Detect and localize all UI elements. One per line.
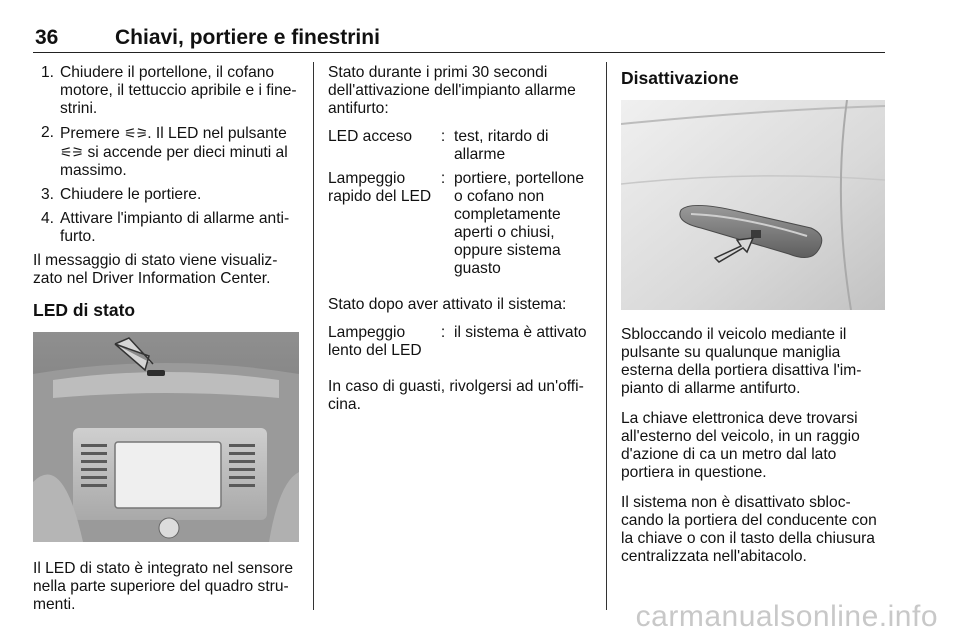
status-table-2 [328, 324, 594, 366]
page-header [33, 22, 885, 53]
led-caption: Il LED di stato è integrato nel sensore nella parte superiore del quadro strumenti. [33, 560, 294, 613]
dashboard-illustration [33, 332, 299, 542]
column-divider [313, 62, 314, 610]
list-item: 2. Premere ⚟⚞. Il LED nel pulsante ⚟⚞ si accende per dieci minuti al massimo. [41, 124, 288, 179]
status-intro-1: Stato durante i primi 30 secondi dell'attivazione dell'impianto allarme antifurto: [328, 64, 576, 117]
column-1 [33, 64, 299, 626]
list-item: 4. Attivare l'impianto di allarme antifurto. [41, 210, 290, 245]
alarm-button-icon: ⚟⚞ [60, 144, 84, 160]
list-item: 1. Chiudere il portellone, il cofano motore, il tettuccio apribile e i finestrini. [41, 64, 297, 117]
table-row: Lampeggio lento del LED : il sistema è attivato [328, 324, 587, 359]
table-row: LED acceso : test, ritardo di allarme [328, 128, 549, 163]
deactivation-text-2: La chiave elettronica deve trovarsi all'esterno del veicolo, in un raggio d'azione di ca un metro dal lato portiera in questione. [621, 410, 860, 481]
list-item: 3. Chiudere le portiere. [41, 186, 202, 203]
fault-text: In caso di guasti, rivolgersi ad un'officina. [328, 378, 584, 413]
chapter-title: Chiavi, portiere e finestrini [115, 26, 380, 49]
alarm-button-icon: ⚟⚞ [124, 125, 148, 141]
deactivation-text-1: Sbloccando il veicolo mediante il pulsante su qualunque maniglia esterna della portiera disattiva l'impianto di allarme antifurto. [621, 326, 862, 397]
deactivation-text-3: Il sistema non è disattivato sbloccando la portiera del conducente con la chiave o con il tasto della chiusura centralizzata nell'abitacolo. [621, 494, 877, 565]
column-divider [606, 62, 607, 610]
watermark-text: carmanualsonline.info [635, 600, 938, 633]
status-message-text: Il messaggio di stato viene visualizzato nel Driver Information Center. [33, 252, 278, 287]
page-number: 36 [35, 26, 59, 49]
section-title-disattivazione: Disattivazione [621, 68, 739, 88]
status-table-1 [328, 128, 594, 284]
table-row: Lampeggio rapido del LED : portiere, portellone o cofano non completamente aperti o chiusi, oppure sistema guasto [328, 170, 585, 277]
column-2 [328, 64, 594, 426]
column-3 [621, 64, 885, 578]
steps-list [33, 64, 299, 246]
status-intro-2: Stato dopo aver attivato il sistema: [328, 296, 567, 313]
section-title-led: LED di stato [33, 300, 136, 320]
door-handle-illustration [621, 100, 885, 310]
